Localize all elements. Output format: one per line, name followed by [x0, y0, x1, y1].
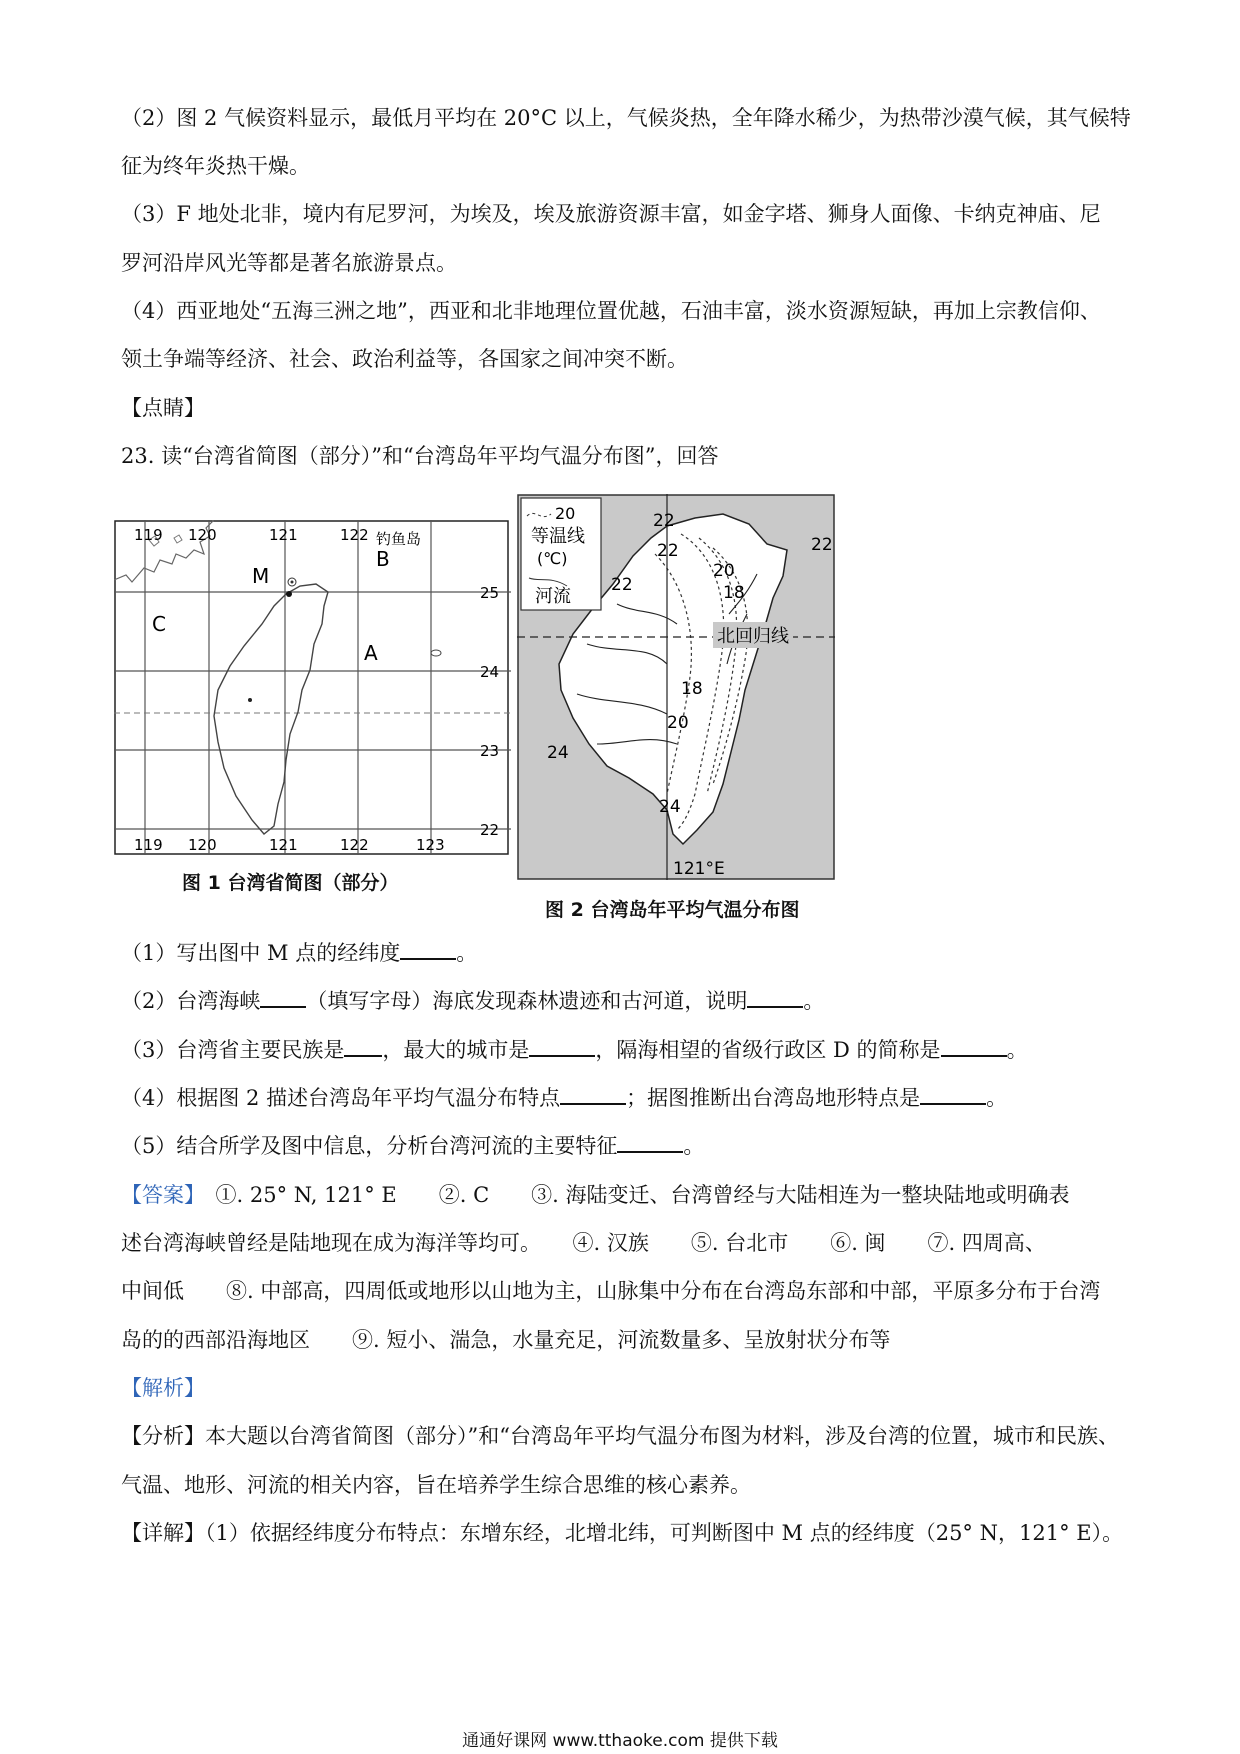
- figure-1-caption: 图 1 台湾省简图（部分）: [182, 872, 399, 894]
- svg-text:北回归线: 北回归线: [717, 626, 789, 647]
- svg-text:121: 121: [269, 836, 298, 854]
- svg-text:等温线: 等温线: [531, 526, 585, 547]
- answer-blank[interactable]: [529, 1035, 595, 1057]
- text-line: （3）F 地处北非，境内有尼罗河，为埃及，埃及旅游资源丰富，如金字塔、狮身人面像、卡纳克神庙、尼: [121, 202, 1101, 226]
- question-2: （2）台湾海峡 （填写字母）海底发现森林遗迹和古河道，说明 。: [121, 986, 1141, 1016]
- svg-text:122: 122: [340, 526, 369, 544]
- svg-text:24: 24: [547, 743, 569, 763]
- svg-text:121: 121: [269, 526, 298, 544]
- figure-2-map: [517, 494, 835, 880]
- svg-text:C: C: [152, 612, 166, 636]
- svg-text:25: 25: [480, 584, 500, 602]
- answer-blank[interactable]: [400, 938, 456, 960]
- text-line: 罗河沿岸风光等都是著名旅游景点。: [121, 251, 457, 275]
- svg-text:河流: 河流: [535, 586, 571, 607]
- detail-line: 【详解】（1）依据经纬度分布特点：东增东经，北增北纬，可判断图中 M 点的经纬度（25° N，121° E）。: [121, 1521, 1124, 1545]
- question-1: （1）写出图中 M 点的经纬度 。: [121, 938, 1141, 968]
- answer-label: 【答案】: [121, 1183, 195, 1207]
- svg-text:20: 20: [713, 561, 735, 581]
- text-line: 领土争端等经济、社会、政治利益等，各国家之间冲突不断。: [121, 347, 688, 371]
- svg-text:120: 120: [188, 526, 217, 544]
- svg-text:M: M: [252, 564, 270, 588]
- svg-text:22: 22: [811, 535, 833, 555]
- analysis-line: 【分析】本大题以台湾省简图（部分）”和“台湾岛年平均气温分布图为材料，涉及台湾的位置，城市和民族、: [121, 1424, 1119, 1448]
- svg-text:(℃): (℃): [537, 549, 568, 568]
- figure-1-map: [114, 520, 511, 855]
- svg-text:20: 20: [667, 713, 689, 733]
- svg-text:22: 22: [480, 821, 500, 839]
- page-footer: 通通好课网 www.tthaoke.com 提供下载: [462, 1731, 778, 1751]
- answer-blank[interactable]: [747, 986, 803, 1008]
- answer-blank[interactable]: [941, 1035, 1007, 1057]
- text-line: （2）图 2 气候资料显示，最低月平均在 20°C 以上，气候炎热，全年降水稀少，为热带沙漠气候，其气候特: [121, 106, 1131, 130]
- figure-2: [517, 494, 835, 880]
- figure-2-caption: 图 2 台湾岛年平均气温分布图: [545, 899, 800, 921]
- figure-1: [114, 520, 511, 855]
- svg-text:18: 18: [723, 583, 745, 603]
- svg-text:123: 123: [416, 836, 445, 854]
- question-23-stem: 23. 读“台湾省简图（部分）”和“台湾岛年平均气温分布图”，回答: [121, 444, 719, 468]
- answer-blank[interactable]: [344, 1035, 382, 1057]
- svg-text:B: B: [376, 547, 390, 571]
- answer-line: 中间低 ⑧. 中部高，四周低或地形以山地为主，山脉集中分布在台湾岛东部和中部，平原多分布于台湾: [121, 1279, 1101, 1303]
- answer-blank[interactable]: [920, 1083, 986, 1105]
- svg-text:24: 24: [659, 797, 681, 817]
- question-5: （5）结合所学及图中信息，分析台湾河流的主要特征 。: [121, 1131, 1141, 1161]
- answer-line: 【答案】 ①. 25° N, 121° E ②. C ③. 海陆变迁、台湾曾经与大陆相连为一整块陆地或明确表: [121, 1183, 1070, 1207]
- svg-text:23: 23: [480, 742, 500, 760]
- svg-text:钓鱼岛: 钓鱼岛: [376, 530, 422, 548]
- answer-blank[interactable]: [260, 986, 306, 1008]
- analysis-label: 【解析】: [121, 1376, 205, 1400]
- svg-text:22: 22: [611, 575, 633, 595]
- svg-text:24: 24: [480, 663, 500, 681]
- answer-line: 述台湾海峡曾经是陆地现在成为海洋等均可。 ④. 汉族 ⑤. 台北市 ⑥. 闽 ⑦. 四周高、: [121, 1231, 1046, 1255]
- svg-text:120: 120: [188, 836, 217, 854]
- text-line: 征为终年炎热干燥。: [121, 154, 310, 178]
- answer-line: 岛的的西部沿海地区 ⑨. 短小、湍急，水量充足，河流数量多、呈放射状分布等: [121, 1328, 891, 1352]
- svg-text:20: 20: [555, 504, 576, 523]
- question-3: （3）台湾省主要民族是 ，最大的城市是 ，隔海相望的省级行政区 D 的简称是 。: [121, 1035, 1141, 1065]
- svg-text:119: 119: [134, 836, 163, 854]
- svg-text:119: 119: [134, 526, 163, 544]
- question-4: （4）根据图 2 描述台湾岛年平均气温分布特点 ；据图推断出台湾岛地形特点是 。: [121, 1083, 1141, 1113]
- svg-text:A: A: [364, 641, 378, 665]
- svg-text:121°E: 121°E: [673, 859, 725, 879]
- svg-text:22: 22: [653, 511, 675, 531]
- section-label: 【点睛】: [121, 396, 205, 420]
- answer-blank[interactable]: [560, 1083, 626, 1105]
- svg-text:22: 22: [657, 541, 679, 561]
- svg-text:122: 122: [340, 836, 369, 854]
- answer-blank[interactable]: [617, 1131, 683, 1153]
- text-line: （4）西亚地处“五海三洲之地”，西亚和北非地理位置优越，石油丰富，淡水资源短缺，再加上宗教信仰、: [121, 299, 1101, 323]
- svg-text:18: 18: [681, 679, 703, 699]
- analysis-line: 气温、地形、河流的相关内容，旨在培养学生综合思维的核心素养。: [121, 1473, 751, 1497]
